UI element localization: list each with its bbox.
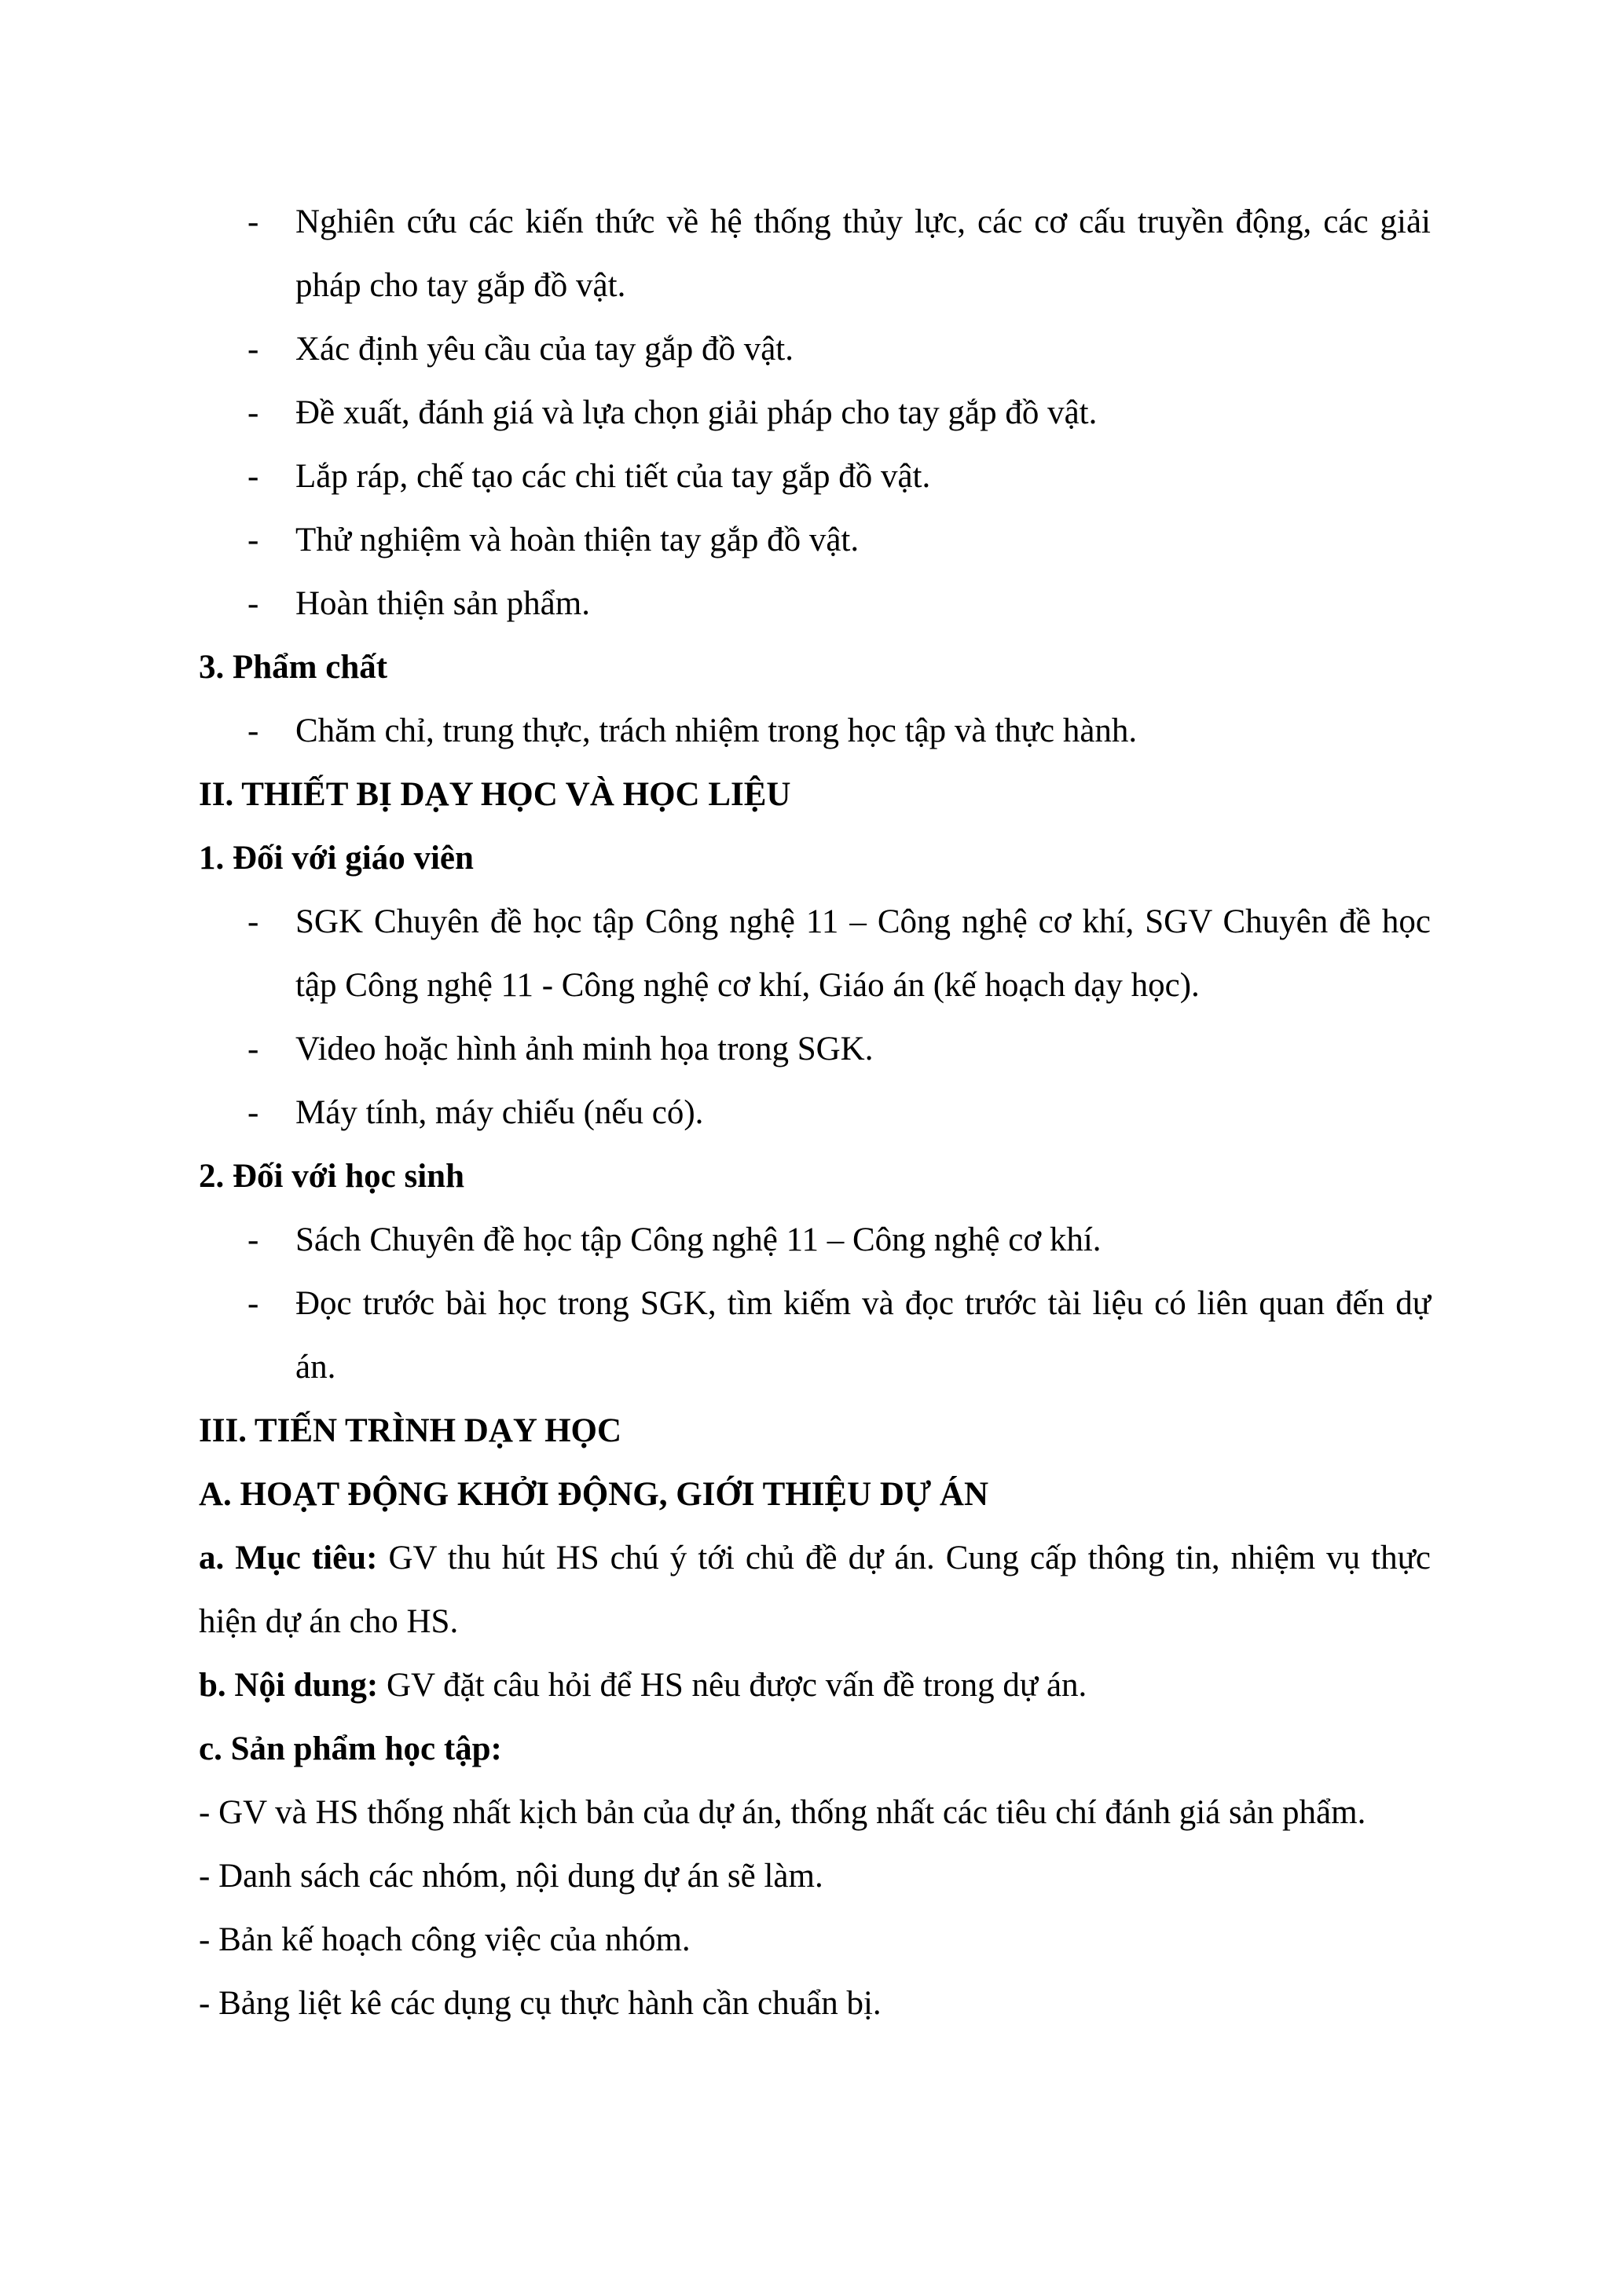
teacher-heading: 1. Đối với giáo viên	[199, 840, 474, 877]
list-item	[199, 1208, 1431, 1272]
list-item	[199, 317, 1431, 381]
list-item-text: Lắp ráp, chế tạo các chi tiết của tay gắp đồ vật.	[295, 458, 931, 495]
document-body	[199, 190, 1431, 2035]
product-item: - Bảng liệt kê các dụng cụ thực hành cần chuẩn bị.	[199, 1985, 882, 2022]
product-label: c. Sản phẩm học tập:	[199, 1730, 502, 1767]
list-item-text: Chăm chỉ, trung thực, trách nhiệm trong học tập và thực hành.	[295, 712, 1138, 749]
list-item-text: Nghiên cứu các kiến thức về hệ thống thủy lực, các cơ cấu truyền động, các giải pháp cho tay gắp đồ vật.	[295, 203, 1431, 304]
quality-heading: 3. Phẩm chất	[199, 649, 388, 686]
list-item-text: Video hoặc hình ảnh minh họa trong SGK.	[295, 1031, 874, 1067]
content-label: b. Nội dung:	[199, 1667, 379, 1704]
list-item-text: SGK Chuyên đề học tập Công nghệ 11 – Công nghệ cơ khí, SGV Chuyên đề học tập Công nghệ 11 - Công nghệ cơ khí, Giáo án (kế hoạch dạy học).	[295, 903, 1431, 1004]
list-item	[199, 190, 1431, 317]
student-heading: 2. Đối với học sinh	[199, 1158, 465, 1195]
list-item	[199, 890, 1431, 1017]
list-item-text: Đọc trước bài học trong SGK, tìm kiếm và đọc trước tài liệu có liên quan đến dự án.	[295, 1285, 1431, 1386]
list-item	[199, 1081, 1431, 1144]
bullet-dash: -	[247, 1031, 259, 1067]
bullet-dash: -	[247, 585, 259, 622]
list-item-text: Xác định yêu cầu của tay gắp đồ vật.	[295, 331, 794, 368]
content-paragraph	[199, 1653, 1431, 1717]
bullet-dash: -	[247, 522, 259, 558]
list-item	[199, 445, 1431, 508]
list-item-text: Đề xuất, đánh giá và lựa chọn giải pháp cho tay gắp đồ vật.	[295, 394, 1098, 431]
product-item: - Danh sách các nhóm, nội dung dự án sẽ làm.	[199, 1858, 823, 1895]
content-text: GV đặt câu hỏi để HS nêu được vấn đề trong dự án.	[378, 1667, 1087, 1704]
bullet-dash: -	[247, 331, 259, 368]
objective-label: a. Mục tiêu:	[199, 1540, 378, 1576]
list-item	[199, 1272, 1431, 1399]
bullet-dash: -	[247, 1094, 259, 1131]
list-item-text: Máy tính, máy chiếu (nếu có).	[295, 1094, 704, 1131]
activity-a-heading: A. HOẠT ĐỘNG KHỞI ĐỘNG, GIỚI THIỆU DỰ ÁN	[199, 1476, 989, 1513]
bullet-dash: -	[247, 203, 259, 240]
list-item	[199, 508, 1431, 572]
list-item	[199, 572, 1431, 635]
list-item-text: Sách Chuyên đề học tập Công nghệ 11 – Công nghệ cơ khí.	[295, 1221, 1102, 1258]
bullet-dash: -	[247, 458, 259, 495]
objective-text: GV thu hút HS chú ý tới chủ đề dự án. Cung cấp thông tin, nhiệm vụ thực hiện dự án cho HS.	[199, 1540, 1432, 1640]
bullet-dash: -	[247, 712, 259, 749]
list-item	[199, 381, 1431, 445]
bullet-dash: -	[247, 903, 259, 940]
list-item-text: Thử nghiệm và hoàn thiện tay gắp đồ vật.	[295, 522, 860, 558]
list-item	[199, 1017, 1431, 1081]
bullet-dash: -	[247, 394, 259, 431]
bullet-dash: -	[247, 1221, 259, 1258]
process-heading: III. TIẾN TRÌNH DẠY HỌC	[199, 1412, 622, 1449]
product-item: - Bản kế hoạch công việc của nhóm.	[199, 1921, 691, 1958]
product-item: - GV và HS thống nhất kịch bản của dự án, thống nhất các tiêu chí đánh giá sản phẩm.	[199, 1794, 1366, 1831]
equipment-heading: II. THIẾT BỊ DẠY HỌC VÀ HỌC LIỆU	[199, 776, 791, 813]
objective-paragraph	[199, 1526, 1431, 1653]
bullet-dash: -	[247, 1285, 259, 1322]
list-item	[199, 699, 1431, 763]
list-item-text: Hoàn thiện sản phẩm.	[295, 585, 590, 622]
